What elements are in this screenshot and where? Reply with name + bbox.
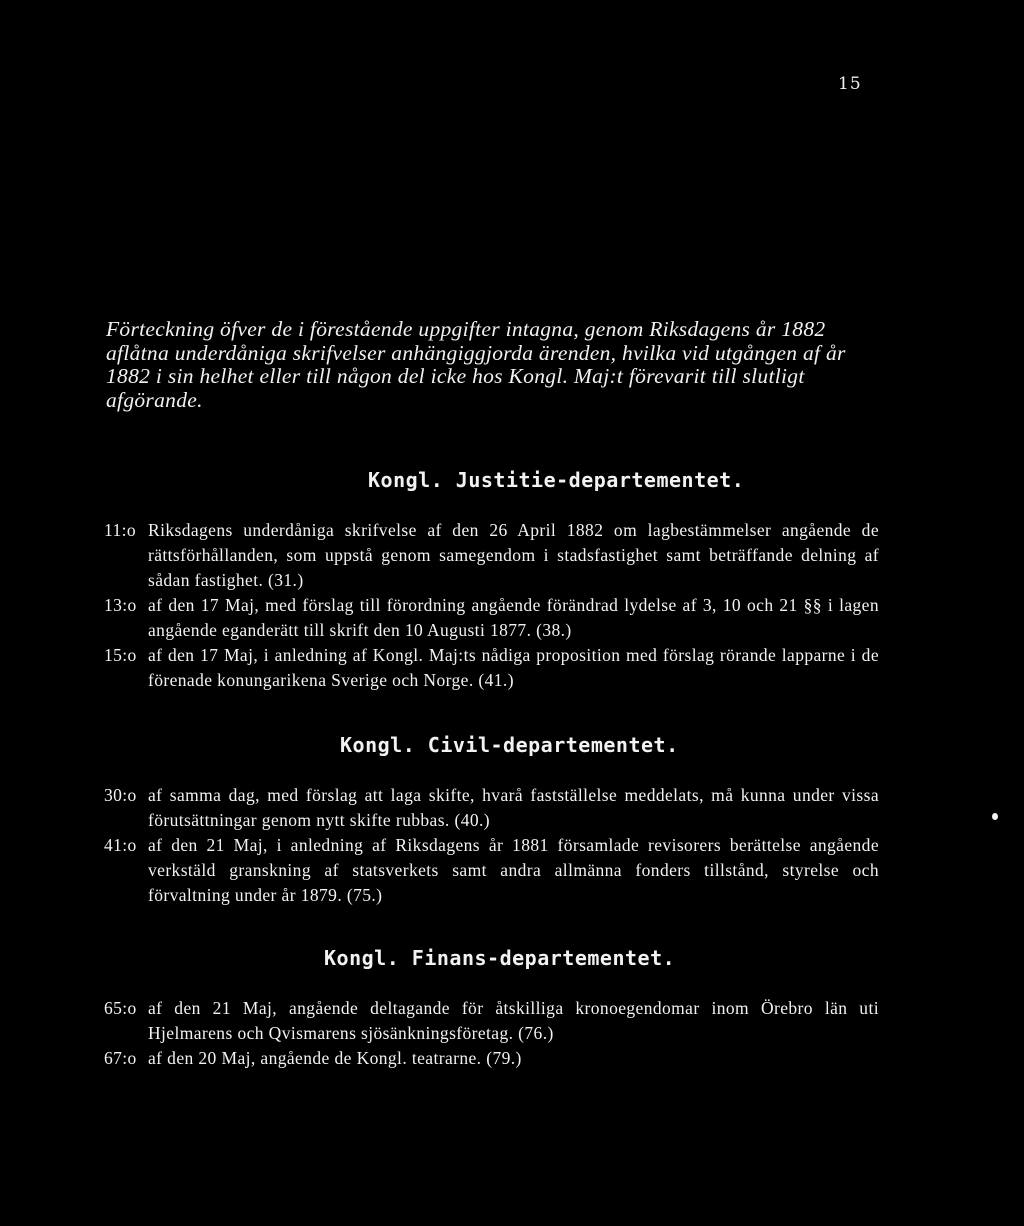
section-heading-civil: Kongl. Civil-departementet. [340,733,679,757]
section-heading-finans: Kongl. Finans-departementet. [324,946,676,970]
section-heading-justitie: Kongl. Justitie-departementet. [368,468,745,492]
entry-text: af den 21 Maj, i anledning af Riksdagens år 1881 församlade revisorers berättelse angående verkstäld granskning af statsverkets samt andra allmänna fonders tillstånd, styrelse och förvaltning under år 1879. (75.) [148,835,879,905]
intro-paragraph: Förteckning öfver de i förestående uppgifter intagna, genom Riksdagens år 1882 aflåtna underdåniga skrifvelser anhängiggjorda ärenden, hvilka vid utgången af år 1882 i sin helhet eller till någon del icke hos Kongl. Maj:t förevarit till slutligt afgörande. [106,317,846,412]
entry-number: 15:o [104,645,137,665]
entry-number: 41:o [104,835,137,855]
list-item [104,996,879,1046]
list-item [104,833,879,908]
entry-text: Riksdagens underdåniga skrifvelse af den 26 April 1882 om lagbestämmelser angående de rättsförhållanden, som uppstå genom samegendom i stadsfastighet samt beträffande delning af sådan fastighet. (31.) [148,520,879,590]
entry-number: 30:o [104,785,137,805]
entry-number: 13:o [104,595,137,615]
entry-number: 65:o [104,998,137,1018]
entry-number: 11:o [104,520,137,540]
list-item [104,783,879,833]
page-number: 15 [838,74,862,94]
list-item [104,643,879,693]
list-item [104,593,879,643]
entry-text: af samma dag, med förslag att laga skifte, hvarå fastställelse meddelats, må kunna under vissa förutsättningar genom nytt skifte rubbas. (40.) [148,785,879,830]
scan-speck [992,813,998,820]
entry-text: af den 21 Maj, angående deltagande för åtskilliga kronoegendomar inom Örebro län uti Hjelmarens och Qvismarens sjösänkningsföretag. (76.) [148,998,879,1043]
entry-text: af den 20 Maj, angående de Kongl. teatrarne. (79.) [148,1048,522,1068]
entry-text: af den 17 Maj, i anledning af Kongl. Maj:ts nådiga proposition med förslag rörande lapparne i de förenade konungarikena Sverige och Norge. (41.) [148,645,879,690]
list-item [104,1046,879,1071]
list-item [104,518,879,593]
entry-text: af den 17 Maj, med förslag till förordning angående förändrad lydelse af 3, 10 och 21 §§ i lagen angående eganderätt till skrift den 10 Augusti 1877. (38.) [148,595,879,640]
entry-number: 67:o [104,1048,137,1068]
